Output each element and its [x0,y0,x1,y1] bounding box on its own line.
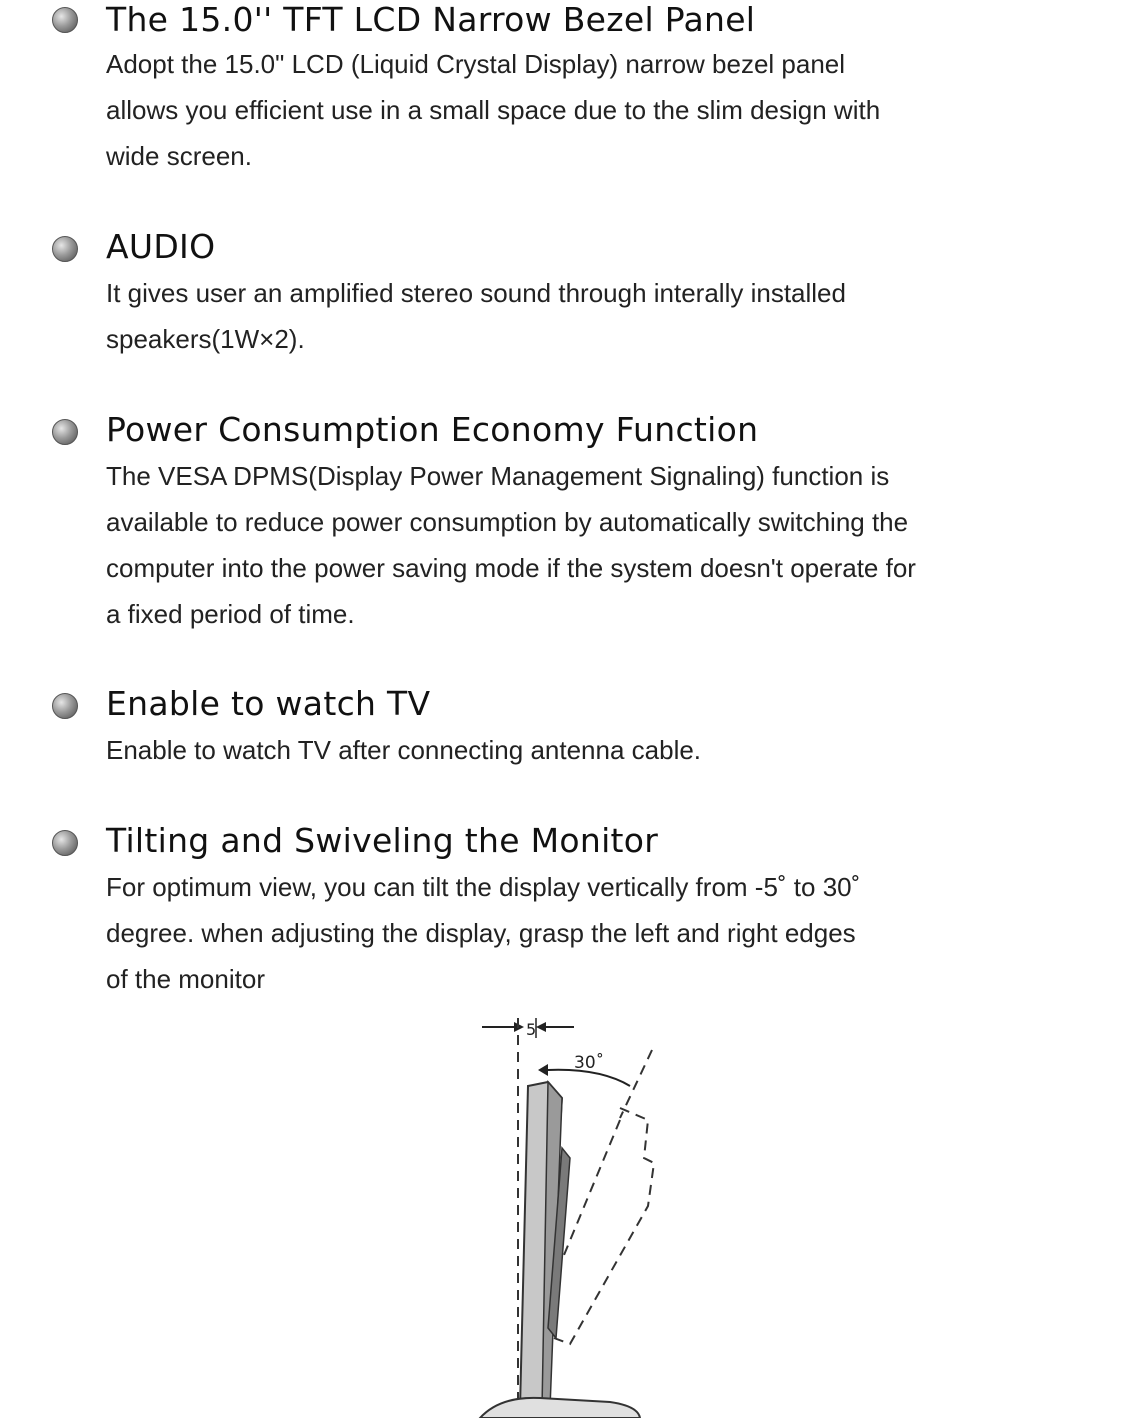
forward-tilt-outline [554,1108,654,1344]
text-line: speakers(1W×2). [106,324,305,354]
text-line: It gives user an amplified stereo sound through interally installed [106,278,846,308]
text-line: Enable to watch TV after connecting antenna cable. [106,735,702,765]
text-line: a fixed period of time. [106,599,355,629]
bullet-icon [52,7,78,33]
thirty-label: 30˚ [574,1053,605,1073]
text-line: of the monitor [106,964,265,994]
feature-heading: The 15.0'' TFT LCD Narrow Bezel Panel [106,0,756,39]
text-line: Adopt the 15.0" LCD (Liquid Crystal Display) narrow bezel panel [106,49,846,79]
monitor-stand [480,1398,640,1418]
text-line: allows you efficient use in a small space due to the slim design with [106,95,881,125]
feature-description [106,270,846,362]
feature-description [106,41,880,179]
feature-description [106,727,701,773]
bullet-icon [52,830,78,856]
bullet-icon [52,693,78,719]
text-line: For optimum view, you can tilt the display vertically from -5˚ to 30˚ [106,872,861,902]
bullet-icon [52,236,78,262]
feature-heading: Enable to watch TV [106,684,431,723]
arrow-right-head [536,1022,546,1032]
feature-description [106,453,916,637]
feature-heading: Tilting and Swiveling the Monitor [106,821,659,860]
text-line: The VESA DPMS(Display Power Management Signaling) function is [106,461,890,491]
arc-arrow-head [538,1064,548,1076]
feature-description [106,864,860,1002]
text-line: available to reduce power consumption by automatically switching the [106,507,909,537]
feature-heading: Power Consumption Economy Function [106,410,759,449]
feature-heading: AUDIO [106,227,216,266]
text-line: degree. when adjusting the display, grasp the left and right edges [106,918,856,948]
text-line: wide screen. [106,141,252,171]
tilt-diagram [470,1008,690,1418]
bullet-icon [52,419,78,445]
text-line: computer into the power saving mode if the system doesn't operate for [106,553,916,583]
minus-five-label: 5 [526,1020,537,1039]
